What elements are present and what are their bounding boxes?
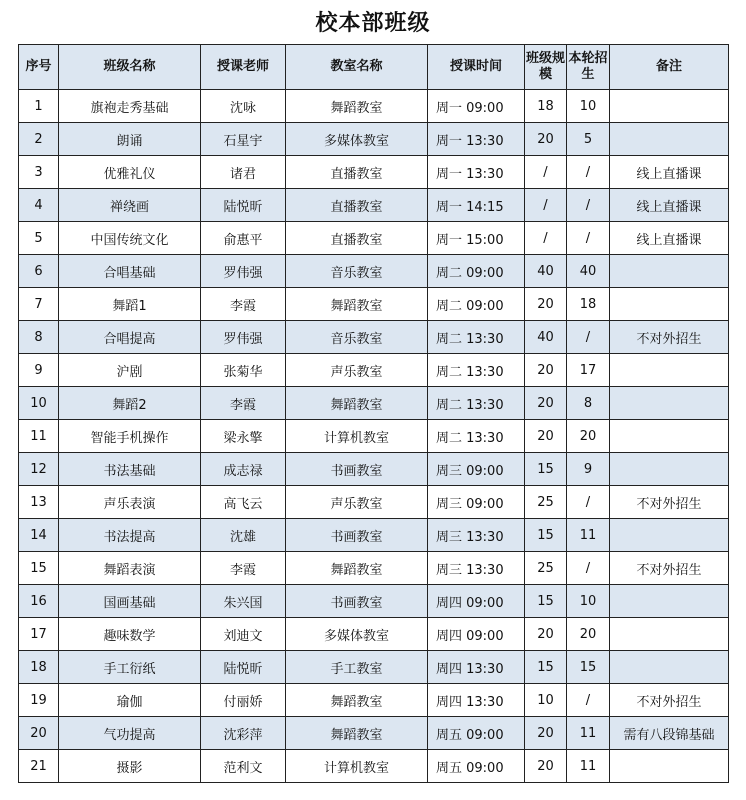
- table-row: [19, 354, 729, 387]
- cell-teacher: 梁永擎: [201, 420, 286, 453]
- cell-time: 周二 13:30: [428, 420, 525, 453]
- header-enrollment: 本轮招生: [567, 45, 610, 90]
- cell-enrollment: 17: [567, 354, 610, 387]
- table-header-row: [19, 45, 729, 90]
- cell-enrollment: 11: [567, 750, 610, 783]
- cell-class-size: 20: [525, 123, 567, 156]
- cell-index: 12: [19, 453, 59, 486]
- cell-index: 1: [19, 90, 59, 123]
- cell-enrollment: 18: [567, 288, 610, 321]
- table-row: [19, 321, 729, 354]
- cell-class-size: 20: [525, 354, 567, 387]
- table-row: [19, 618, 729, 651]
- cell-time: 周四 09:00: [428, 585, 525, 618]
- cell-classroom: 直播教室: [286, 156, 428, 189]
- cell-remarks: [610, 354, 729, 387]
- cell-time: 周二 13:30: [428, 387, 525, 420]
- cell-teacher: 刘迪文: [201, 618, 286, 651]
- cell-enrollment: 9: [567, 453, 610, 486]
- cell-enrollment: 8: [567, 387, 610, 420]
- cell-teacher: 陆悦昕: [201, 189, 286, 222]
- cell-remarks: [610, 123, 729, 156]
- cell-index: 3: [19, 156, 59, 189]
- cell-teacher: 陆悦昕: [201, 651, 286, 684]
- cell-teacher: 石星宇: [201, 123, 286, 156]
- cell-classroom: 多媒体教室: [286, 123, 428, 156]
- header-teacher: 授课老师: [201, 45, 286, 90]
- page-title: 校本部班级: [315, 11, 431, 36]
- cell-teacher: 诸君: [201, 156, 286, 189]
- cell-time: 周二 09:00: [428, 288, 525, 321]
- cell-remarks: [610, 585, 729, 618]
- cell-class-size: /: [525, 222, 567, 255]
- table-row: [19, 717, 729, 750]
- cell-index: 9: [19, 354, 59, 387]
- cell-class-name: 趣味数学: [59, 618, 201, 651]
- cell-classroom: 直播教室: [286, 189, 428, 222]
- table-row: [19, 552, 729, 585]
- cell-index: 7: [19, 288, 59, 321]
- cell-class-size: 18: [525, 90, 567, 123]
- cell-remarks: [610, 651, 729, 684]
- cell-class-name: 中国传统文化: [59, 222, 201, 255]
- table-row: [19, 684, 729, 717]
- cell-time: 周三 09:00: [428, 453, 525, 486]
- header-index: 序号: [19, 45, 59, 90]
- cell-class-size: 20: [525, 717, 567, 750]
- cell-remarks: 不对外招生: [610, 486, 729, 519]
- cell-time: 周五 09:00: [428, 750, 525, 783]
- cell-classroom: 多媒体教室: [286, 618, 428, 651]
- cell-remarks: 线上直播课: [610, 222, 729, 255]
- cell-teacher: 张菊华: [201, 354, 286, 387]
- header-remarks: 备注: [610, 45, 729, 90]
- cell-class-size: 15: [525, 519, 567, 552]
- cell-class-name: 合唱提高: [59, 321, 201, 354]
- table-row: [19, 255, 729, 288]
- cell-class-name: 国画基础: [59, 585, 201, 618]
- header-classroom: 教室名称: [286, 45, 428, 90]
- cell-class-name: 舞蹈2: [59, 387, 201, 420]
- table-row: [19, 519, 729, 552]
- cell-remarks: 不对外招生: [610, 684, 729, 717]
- cell-index: 14: [19, 519, 59, 552]
- table-row: [19, 123, 729, 156]
- cell-teacher: 高飞云: [201, 486, 286, 519]
- cell-class-name: 合唱基础: [59, 255, 201, 288]
- cell-class-size: 20: [525, 288, 567, 321]
- cell-class-size: 25: [525, 486, 567, 519]
- cell-class-size: 40: [525, 255, 567, 288]
- cell-index: 13: [19, 486, 59, 519]
- cell-classroom: 舞蹈教室: [286, 552, 428, 585]
- table-row: [19, 222, 729, 255]
- cell-remarks: [610, 750, 729, 783]
- cell-remarks: 线上直播课: [610, 156, 729, 189]
- cell-remarks: [610, 288, 729, 321]
- cell-class-name: 手工衍纸: [59, 651, 201, 684]
- table-row: [19, 387, 729, 420]
- cell-time: 周五 09:00: [428, 717, 525, 750]
- cell-time: 周二 13:30: [428, 354, 525, 387]
- cell-index: 15: [19, 552, 59, 585]
- cell-enrollment: 20: [567, 420, 610, 453]
- cell-class-name: 舞蹈1: [59, 288, 201, 321]
- table-row: [19, 288, 729, 321]
- cell-time: 周三 09:00: [428, 486, 525, 519]
- cell-time: 周四 13:30: [428, 651, 525, 684]
- cell-time: 周三 13:30: [428, 519, 525, 552]
- cell-time: 周二 09:00: [428, 255, 525, 288]
- cell-enrollment: 11: [567, 717, 610, 750]
- cell-index: 21: [19, 750, 59, 783]
- table-row: [19, 90, 729, 123]
- table-row: [19, 453, 729, 486]
- cell-remarks: 不对外招生: [610, 321, 729, 354]
- cell-class-name: 摄影: [59, 750, 201, 783]
- cell-teacher: 李霞: [201, 552, 286, 585]
- table-row: [19, 420, 729, 453]
- cell-class-name: 气功提高: [59, 717, 201, 750]
- cell-teacher: 范利文: [201, 750, 286, 783]
- table-row: [19, 486, 729, 519]
- table-row: [19, 651, 729, 684]
- cell-class-name: 沪剧: [59, 354, 201, 387]
- cell-index: 2: [19, 123, 59, 156]
- cell-class-name: 声乐表演: [59, 486, 201, 519]
- cell-teacher: 李霞: [201, 288, 286, 321]
- cell-remarks: [610, 519, 729, 552]
- cell-remarks: 需有八段锦基础: [610, 717, 729, 750]
- cell-classroom: 声乐教室: [286, 354, 428, 387]
- cell-index: 4: [19, 189, 59, 222]
- cell-class-name: 舞蹈表演: [59, 552, 201, 585]
- cell-class-size: 20: [525, 387, 567, 420]
- cell-enrollment: 5: [567, 123, 610, 156]
- cell-index: 18: [19, 651, 59, 684]
- cell-time: 周一 14:15: [428, 189, 525, 222]
- cell-enrollment: 10: [567, 585, 610, 618]
- cell-class-size: 20: [525, 420, 567, 453]
- cell-teacher: 罗伟强: [201, 255, 286, 288]
- cell-enrollment: /: [567, 222, 610, 255]
- cell-class-size: /: [525, 189, 567, 222]
- cell-time: 周一 15:00: [428, 222, 525, 255]
- cell-class-size: 15: [525, 585, 567, 618]
- cell-classroom: 音乐教室: [286, 255, 428, 288]
- cell-enrollment: /: [567, 552, 610, 585]
- cell-classroom: 书画教室: [286, 585, 428, 618]
- cell-classroom: 音乐教室: [286, 321, 428, 354]
- cell-time: 周四 09:00: [428, 618, 525, 651]
- table-row: [19, 750, 729, 783]
- cell-index: 6: [19, 255, 59, 288]
- cell-teacher: 成志禄: [201, 453, 286, 486]
- cell-teacher: 李霞: [201, 387, 286, 420]
- cell-classroom: 书画教室: [286, 519, 428, 552]
- cell-remarks: [610, 255, 729, 288]
- cell-index: 17: [19, 618, 59, 651]
- cell-class-name: 朗诵: [59, 123, 201, 156]
- header-class-size: 班级规模: [525, 45, 567, 90]
- cell-index: 20: [19, 717, 59, 750]
- cell-index: 10: [19, 387, 59, 420]
- cell-class-size: /: [525, 156, 567, 189]
- cell-classroom: 舞蹈教室: [286, 288, 428, 321]
- cell-classroom: 书画教室: [286, 453, 428, 486]
- cell-teacher: 沈彩萍: [201, 717, 286, 750]
- cell-enrollment: /: [567, 321, 610, 354]
- cell-enrollment: /: [567, 189, 610, 222]
- cell-classroom: 舞蹈教室: [286, 90, 428, 123]
- cell-teacher: 沈雄: [201, 519, 286, 552]
- table-row: [19, 189, 729, 222]
- cell-teacher: 罗伟强: [201, 321, 286, 354]
- cell-class-name: 瑜伽: [59, 684, 201, 717]
- cell-class-name: 优雅礼仪: [59, 156, 201, 189]
- cell-classroom: 声乐教室: [286, 486, 428, 519]
- cell-time: 周一 13:30: [428, 156, 525, 189]
- class-table: [18, 44, 729, 783]
- cell-classroom: 舞蹈教室: [286, 684, 428, 717]
- header-time: 授课时间: [428, 45, 525, 90]
- cell-enrollment: /: [567, 156, 610, 189]
- cell-remarks: 不对外招生: [610, 552, 729, 585]
- cell-index: 8: [19, 321, 59, 354]
- cell-class-size: 20: [525, 750, 567, 783]
- cell-enrollment: 20: [567, 618, 610, 651]
- cell-enrollment: /: [567, 684, 610, 717]
- cell-enrollment: 11: [567, 519, 610, 552]
- cell-time: 周二 13:30: [428, 321, 525, 354]
- cell-remarks: [610, 90, 729, 123]
- cell-time: 周四 13:30: [428, 684, 525, 717]
- cell-teacher: 沈咏: [201, 90, 286, 123]
- cell-class-name: 书法提高: [59, 519, 201, 552]
- cell-classroom: 直播教室: [286, 222, 428, 255]
- cell-remarks: [610, 618, 729, 651]
- cell-class-size: 10: [525, 684, 567, 717]
- cell-class-name: 书法基础: [59, 453, 201, 486]
- table-row: [19, 585, 729, 618]
- cell-time: 周一 09:00: [428, 90, 525, 123]
- cell-enrollment: 15: [567, 651, 610, 684]
- cell-class-size: 15: [525, 453, 567, 486]
- cell-enrollment: 10: [567, 90, 610, 123]
- cell-class-size: 20: [525, 618, 567, 651]
- cell-time: 周三 13:30: [428, 552, 525, 585]
- cell-classroom: 手工教室: [286, 651, 428, 684]
- cell-classroom: 舞蹈教室: [286, 387, 428, 420]
- cell-class-name: 禅绕画: [59, 189, 201, 222]
- cell-index: 16: [19, 585, 59, 618]
- cell-enrollment: 40: [567, 255, 610, 288]
- cell-enrollment: /: [567, 486, 610, 519]
- cell-classroom: 舞蹈教室: [286, 717, 428, 750]
- cell-remarks: 线上直播课: [610, 189, 729, 222]
- cell-teacher: 朱兴国: [201, 585, 286, 618]
- cell-time: 周一 13:30: [428, 123, 525, 156]
- cell-remarks: [610, 387, 729, 420]
- table-row: [19, 156, 729, 189]
- cell-class-size: 15: [525, 651, 567, 684]
- cell-index: 5: [19, 222, 59, 255]
- cell-classroom: 计算机教室: [286, 420, 428, 453]
- cell-classroom: 计算机教室: [286, 750, 428, 783]
- cell-remarks: [610, 420, 729, 453]
- cell-teacher: 付丽娇: [201, 684, 286, 717]
- cell-index: 11: [19, 420, 59, 453]
- cell-index: 19: [19, 684, 59, 717]
- cell-remarks: [610, 453, 729, 486]
- header-class-name: 班级名称: [59, 45, 201, 90]
- cell-class-name: 旗袍走秀基础: [59, 90, 201, 123]
- cell-class-name: 智能手机操作: [59, 420, 201, 453]
- cell-class-size: 25: [525, 552, 567, 585]
- cell-class-size: 40: [525, 321, 567, 354]
- cell-teacher: 俞惠平: [201, 222, 286, 255]
